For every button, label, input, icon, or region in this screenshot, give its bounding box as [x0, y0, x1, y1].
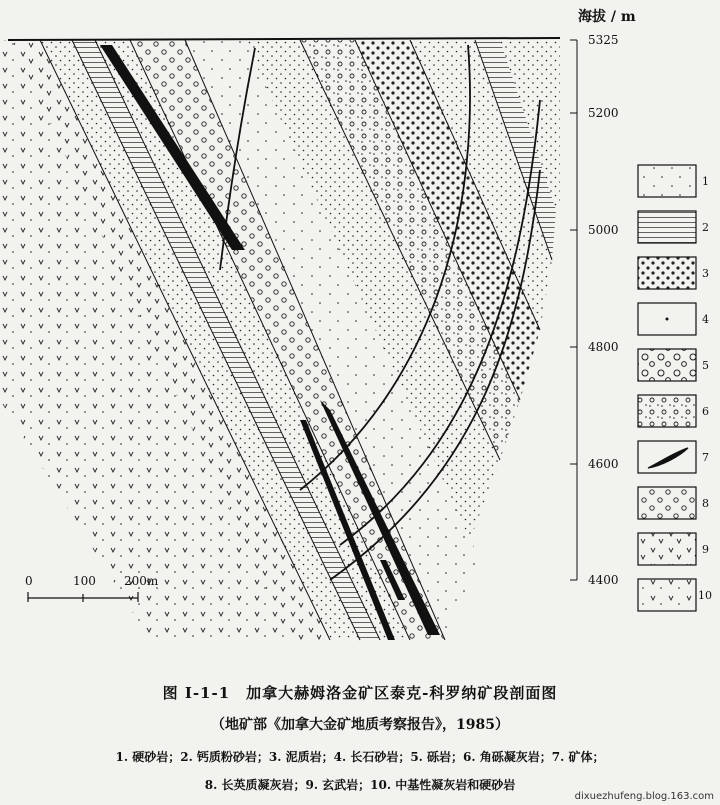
legend-box-5	[638, 349, 696, 381]
legend-number: 2	[702, 221, 709, 234]
tick-label: 5325	[588, 33, 619, 47]
figure-title: 图 I-1-1 加拿大赫姆洛金矿区泰克-科罗纳矿段剖面图	[162, 684, 558, 702]
legend-box-8	[638, 487, 696, 519]
legend-number: 9	[702, 543, 709, 556]
legend-box-10	[638, 579, 696, 611]
tick-label: 4600	[588, 457, 619, 471]
legend-number: 1	[702, 175, 709, 188]
tick-label: 4400	[588, 573, 619, 587]
legend-box-6	[638, 395, 696, 427]
elevation-axis	[570, 40, 577, 580]
legend-number: 8	[702, 497, 709, 510]
legend-box-1	[638, 165, 696, 197]
scale-label: 0	[25, 574, 33, 588]
tick-label: 5000	[588, 223, 619, 237]
watermark: dixuezhufeng.blog.163.com	[574, 791, 714, 802]
legend-number: 3	[702, 267, 709, 280]
legend-number: 6	[702, 405, 709, 418]
tick-label: 4800	[588, 340, 619, 354]
legend-box-3	[638, 257, 696, 289]
legend	[638, 165, 696, 611]
scale-label: 200m	[124, 574, 159, 588]
legend-box-9	[638, 533, 696, 565]
elevation-unit-label: 海拔 / m	[578, 9, 636, 25]
figure-legend-line-1: 1. 硬砂岩；2. 钙质粉砂岩；3. 泥质岩；4. 长石砂岩；5. 砾岩；6. 角砾凝灰岩；7. 矿体；	[115, 750, 605, 764]
ground-surface	[8, 38, 560, 40]
tick-label: 5200	[588, 106, 619, 120]
figure-legend-line-2: 8. 长英质凝灰岩；9. 玄武岩；10. 中基性凝灰岩和硬砂岩	[204, 778, 516, 792]
legend-number: 10	[698, 589, 712, 602]
legend-number: 7	[702, 451, 709, 464]
figure-source: （地矿部《加拿大金矿地质考察报告》，1985）	[211, 717, 509, 733]
legend-number: 5	[702, 359, 709, 372]
legend-box-2	[638, 211, 696, 243]
legend-number: 4	[702, 313, 709, 326]
scale-label: 100	[73, 574, 96, 588]
